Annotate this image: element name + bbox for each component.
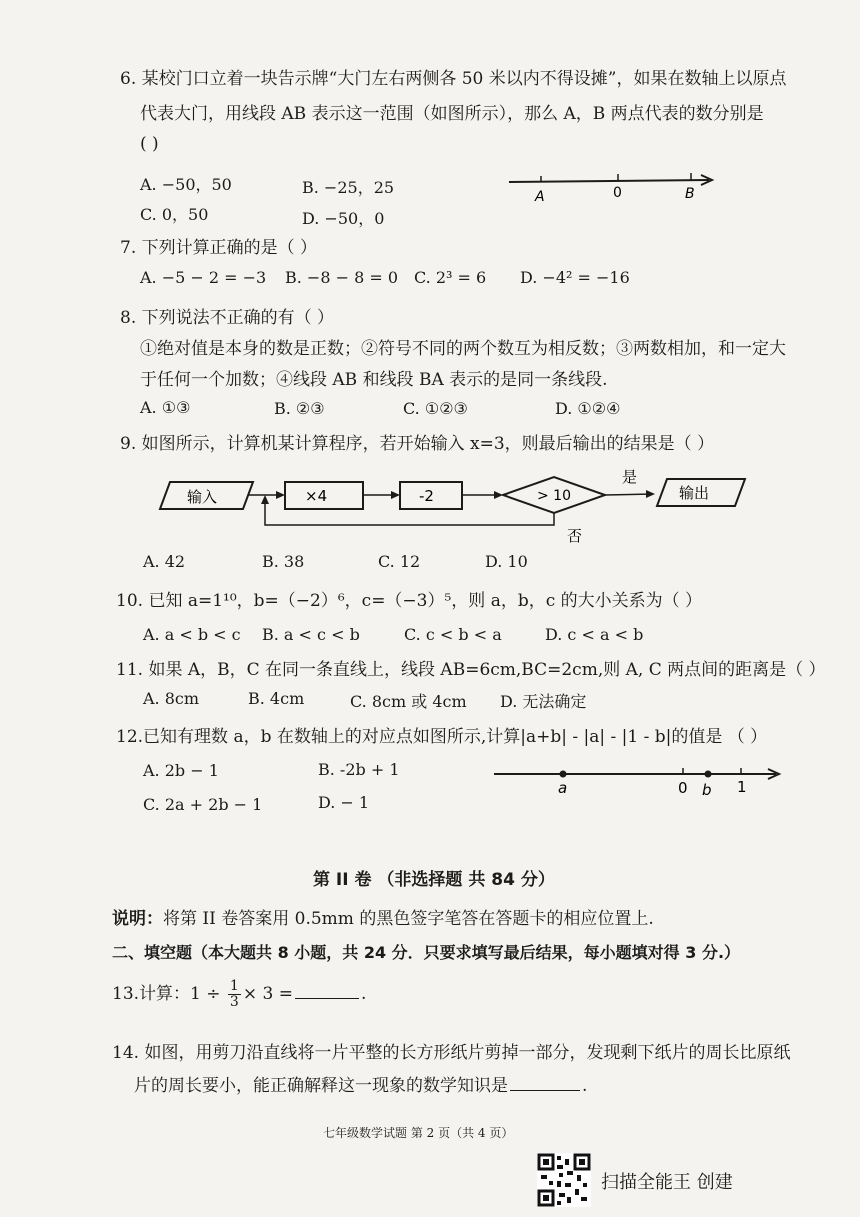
q6-option-c: C. 0，50 [140, 205, 209, 224]
part2-note [112, 904, 654, 929]
q12-option-d: D. − 1 [318, 793, 370, 812]
point-a [560, 771, 567, 778]
qr-code-icon [537, 1153, 591, 1207]
part2-section-heading: 二、填空题（本大题共 8 小题，共 24 分．只要求填写最后结果，每小题填对得 3 分.） [112, 943, 741, 962]
q13-numerator: 1 [229, 978, 239, 994]
q12-stem: 12.已知有理数 a，b 在数轴上的对应点如图所示,计算|a+b| - |a| - |1 - b|的值是 （ ） [116, 727, 768, 747]
label-1: 1 [737, 778, 747, 796]
q11-option-c: C. 8cm 或 4cm [350, 692, 467, 711]
q14-end: . [582, 1076, 588, 1096]
q9-option-c: C. 12 [378, 552, 421, 571]
label-a: a [558, 779, 568, 797]
q8-option-c: C. ①②③ [403, 399, 468, 418]
point-b [705, 771, 712, 778]
q7-option-b: B. −8 − 8 = 0 [285, 268, 399, 287]
q9-flowchart [155, 462, 755, 550]
q13-denominator: 3 [229, 994, 239, 1010]
flow-output-label: 输出 [679, 484, 710, 502]
flow-multiply-label: ×4 [305, 487, 328, 505]
q6-paren: ( ) [140, 134, 159, 154]
q9-option-d: D. 10 [485, 552, 528, 571]
q13 [112, 978, 366, 1010]
q7-option-a: A. −5 − 2 = −3 [140, 268, 267, 287]
q12-option-a: A. 2b − 1 [143, 761, 219, 780]
q6-number-line-figure [505, 168, 720, 208]
arrowhead-icon [391, 491, 400, 499]
page-footer: 七年级数学试题 第 2 页（共 4 页） [323, 1126, 514, 1140]
arrowhead-icon [646, 490, 655, 498]
q6-line1: 6. 某校门口立着一块告示牌“大门左右两侧各 50 米以内不得设摊”，如果在数轴上以原点 [120, 69, 787, 89]
q11-stem: 11. 如果 A，B，C 在同一条直线上，线段 AB=6cm,BC=2cm,则 A, C 两点间的距离是（ ） [116, 660, 826, 680]
q8-statement-line2: 于任何一个加数；④线段 AB 和线段 BA 表示的是同一条线段. [140, 370, 608, 390]
scanner-watermark: 扫描全能王 创建 [601, 1172, 733, 1193]
label-a: A [535, 189, 545, 205]
q10-option-d: D. c < a < b [545, 625, 644, 644]
number-line-axis [509, 180, 709, 182]
q13-answer-blank [295, 997, 359, 999]
q10-option-c: C. c < b < a [404, 625, 502, 644]
q8-option-d: D. ①②④ [555, 399, 621, 418]
arrowhead-icon [276, 491, 285, 499]
q12-option-c: C. 2a + 2b − 1 [143, 795, 263, 814]
q7-option-d: D. −4² = −16 [520, 268, 630, 287]
label-b: B [685, 186, 695, 202]
part2-note-text: 将第 II 卷答案用 0.5mm 的黑色签字笔答在答题卡的相应位置上. [163, 909, 654, 929]
flow-arrow-yes [605, 494, 653, 495]
q14-line2-wrap [134, 1071, 587, 1096]
q8-option-a: A. ①③ [140, 398, 191, 417]
arrowhead-icon [261, 495, 269, 504]
q9-option-b: B. 38 [262, 552, 305, 571]
part2-title: 第 II 卷 （非选择题 共 84 分） [313, 870, 555, 890]
q10-option-b: B. a < c < b [262, 625, 360, 644]
label-0: 0 [613, 185, 622, 201]
q8-option-b: B. ②③ [274, 399, 325, 418]
q13-end: . [360, 984, 367, 1004]
q6-line2: 代表大门，用线段 AB 表示这一范围（如图所示），那么 A，B 两点代表的数分别是 [140, 104, 764, 124]
q11-option-d: D. 无法确定 [500, 692, 587, 711]
q13-expr2: × 3 = [242, 984, 293, 1004]
q9-option-a: A. 42 [143, 552, 186, 571]
q10-stem: 10. 已知 a=1¹⁰，b=（−2）⁶，c=（−3）⁵，则 a，b，c 的大小关系为（ ） [116, 591, 703, 611]
q12-option-b: B. -2b + 1 [318, 760, 400, 779]
flow-no-label: 否 [567, 527, 583, 545]
q11-option-a: A. 8cm [143, 689, 200, 708]
q13-expr1: 1 ÷ [190, 984, 226, 1004]
q14-answer-blank [510, 1089, 580, 1091]
q8-statement-line1: ①绝对值是本身的数是正数；②符号不同的两个数互为相反数；③两数相加，和一定大 [140, 339, 786, 359]
q9-stem: 9. 如图所示，计算机某计算程序，若开始输入 x=3，则最后输出的结果是（ ） [120, 434, 715, 454]
label-0: 0 [678, 779, 688, 797]
q7-option-c: C. 2³ = 6 [414, 268, 487, 287]
q13-prefix: 13.计算： [112, 984, 191, 1004]
q13-fraction [228, 979, 241, 1010]
q10-option-a: A. a < b < c [143, 625, 241, 644]
flow-input-label: 输入 [187, 488, 218, 506]
q14-line1: 14. 如图，用剪刀沿直线将一片平整的长方形纸片剪掉一部分，发现剩下纸片的周长比原纸 [112, 1043, 791, 1063]
q14-line2: 片的周长要小，能正确解释这一现象的数学知识是 [134, 1076, 508, 1096]
flow-subtract-label: -2 [419, 487, 434, 505]
label-b: b [702, 781, 712, 799]
q7-stem: 7. 下列计算正确的是（ ） [120, 238, 318, 258]
q6-option-a: A. −50，50 [140, 175, 232, 194]
q6-option-d: D. −50，0 [302, 209, 385, 228]
q12-number-line-figure [490, 760, 790, 800]
q11-option-b: B. 4cm [248, 689, 305, 708]
part2-note-label: 说明： [112, 909, 163, 929]
q8-stem: 8. 下列说法不正确的有（ ） [120, 308, 335, 328]
flow-yes-label: 是 [622, 468, 638, 486]
q6-option-b: B. −25，25 [302, 178, 395, 197]
flow-condition-label: > 10 [537, 488, 571, 504]
